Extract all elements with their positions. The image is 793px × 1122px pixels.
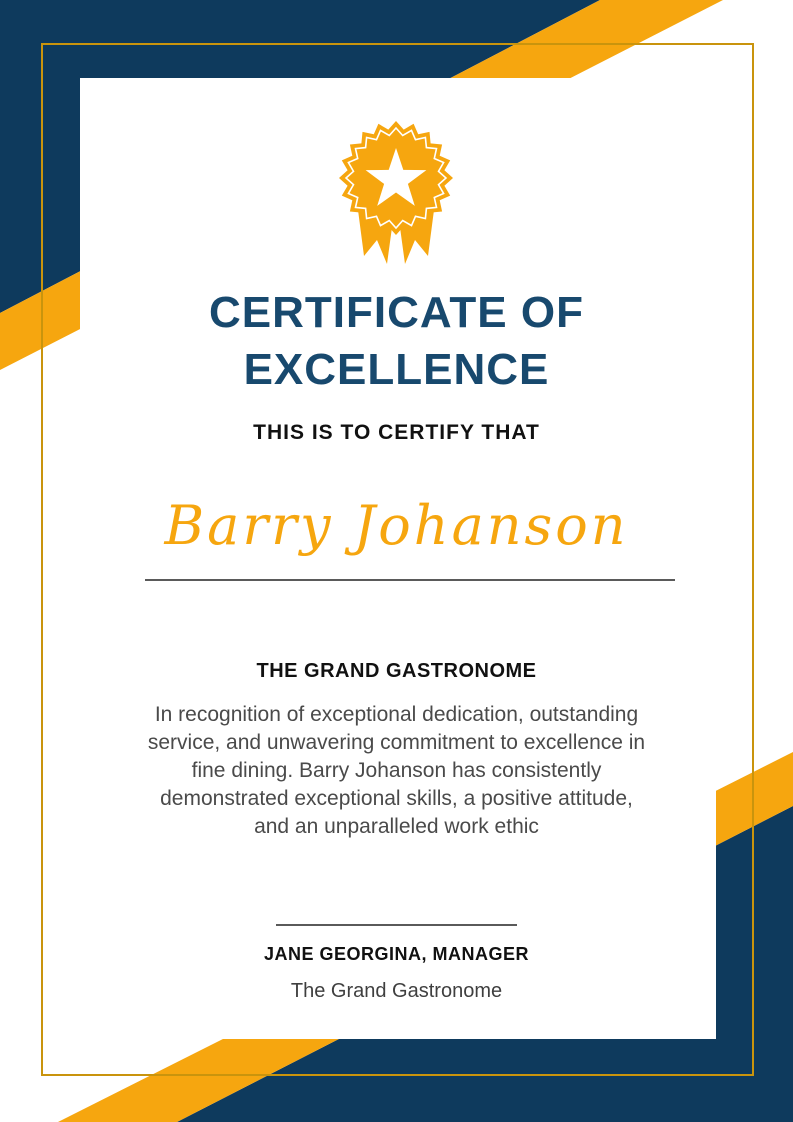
- recognition-line: demonstrated exceptional skills, a positive attitude,: [160, 787, 633, 810]
- recognition-line: and an unparalleled work ethic: [254, 815, 539, 838]
- recognition-line: In recognition of exceptional dedication, outstanding: [154, 703, 639, 726]
- recognition-line: service, and unwavering commitment to excellence in: [147, 731, 646, 754]
- certificate-title-line2: EXCELLENCE: [243, 345, 550, 394]
- certificate-title: [0, 284, 793, 398]
- recipient-name-underline: [145, 579, 675, 581]
- signatory-name: JANE GEORGINA, MANAGER: [263, 944, 530, 964]
- recognition-text: [118, 701, 675, 841]
- certify-label: THIS IS TO CERTIFY THAT: [253, 421, 540, 444]
- certificate-title-line1: CERTIFICATE OF: [209, 288, 584, 337]
- signatory-organization: The Grand Gastronome: [290, 980, 503, 1002]
- recognition-line: fine dining. Barry Johanson has consistently: [191, 759, 602, 782]
- organization-heading: THE GRAND GASTRONOME: [256, 660, 537, 682]
- recipient-name: Barry Johanson: [164, 494, 629, 557]
- award-rosette-star-icon: [334, 116, 458, 268]
- signature-line: [276, 924, 517, 926]
